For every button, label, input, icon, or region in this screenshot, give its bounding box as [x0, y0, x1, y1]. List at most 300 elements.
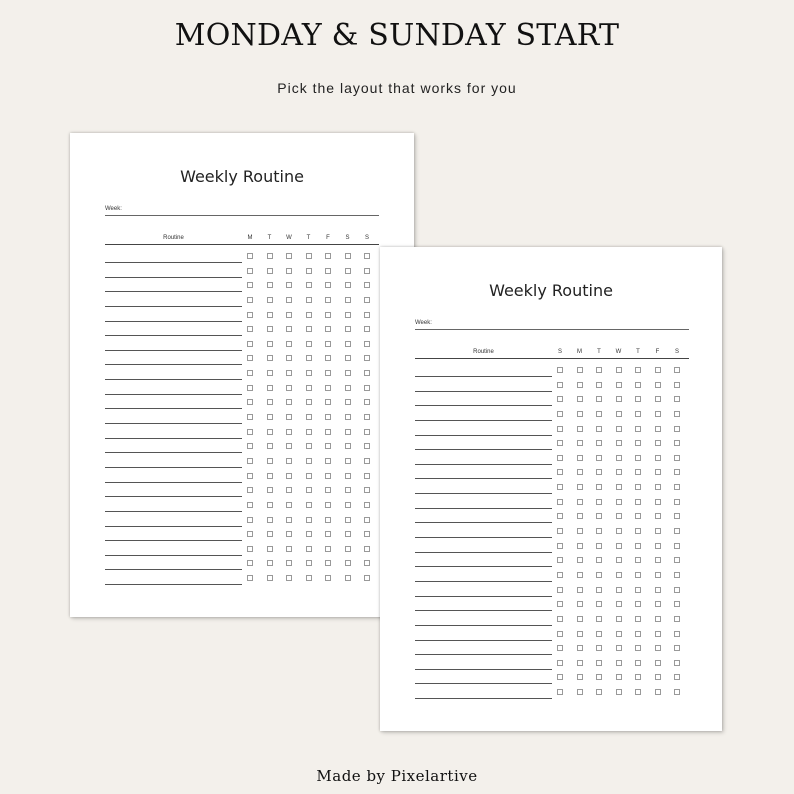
day-checkbox — [616, 440, 622, 446]
day-checkbox — [247, 370, 253, 376]
day-checkbox — [674, 469, 680, 475]
day-checkbox — [674, 616, 680, 622]
day-checkbox — [616, 543, 622, 549]
day-checkbox — [345, 399, 351, 405]
week-label: Week: — [415, 320, 432, 326]
routine-row — [105, 382, 379, 397]
routine-row — [105, 294, 379, 309]
day-checkbox — [557, 528, 563, 534]
day-checkbox — [325, 575, 331, 581]
day-checkbox — [345, 473, 351, 479]
day-checkbox — [557, 601, 563, 607]
routine-row — [105, 352, 379, 367]
day-checkbox — [345, 355, 351, 361]
routine-write-line — [105, 438, 242, 439]
day-checkbox — [364, 443, 370, 449]
day-checkbox — [655, 557, 661, 563]
day-checkbox — [674, 587, 680, 593]
day-checkbox — [577, 528, 583, 534]
day-checkbox — [247, 253, 253, 259]
routine-write-line — [105, 277, 242, 278]
day-checkbox — [596, 631, 602, 637]
day-checkbox — [267, 326, 273, 332]
day-checkbox — [596, 411, 602, 417]
routine-row — [415, 437, 689, 452]
day-checkbox — [267, 473, 273, 479]
day-checkbox — [306, 443, 312, 449]
day-checkbox — [364, 355, 370, 361]
routine-write-line — [105, 540, 242, 541]
routine-row — [105, 426, 379, 441]
day-checkbox — [616, 616, 622, 622]
day-checkbox — [306, 502, 312, 508]
day-checkbox — [325, 531, 331, 537]
day-checkbox — [557, 426, 563, 432]
day-checkbox — [247, 487, 253, 493]
day-checkbox — [286, 429, 292, 435]
routine-write-line — [105, 526, 242, 527]
day-checkbox — [345, 312, 351, 318]
day-checkbox — [306, 487, 312, 493]
day-checkbox — [306, 253, 312, 259]
routine-row — [105, 543, 379, 558]
day-checkbox — [596, 601, 602, 607]
day-checkbox — [596, 528, 602, 534]
day-checkbox — [286, 487, 292, 493]
day-header: M — [247, 235, 253, 241]
day-checkbox — [364, 429, 370, 435]
day-checkbox — [325, 312, 331, 318]
day-checkbox — [247, 473, 253, 479]
day-checkbox — [655, 645, 661, 651]
day-checkbox — [674, 557, 680, 563]
routine-row — [415, 393, 689, 408]
day-checkbox — [616, 411, 622, 417]
day-checkbox — [306, 531, 312, 537]
day-checkbox — [286, 560, 292, 566]
day-checkbox — [345, 370, 351, 376]
day-checkbox — [616, 426, 622, 432]
routine-write-line — [415, 478, 552, 479]
day-checkbox — [325, 297, 331, 303]
routine-write-line — [415, 537, 552, 538]
day-checkbox — [616, 484, 622, 490]
routine-write-line — [415, 376, 552, 377]
day-header: F — [655, 349, 660, 355]
day-checkbox — [325, 268, 331, 274]
day-checkbox — [674, 513, 680, 519]
day-checkbox — [286, 502, 292, 508]
day-checkbox — [557, 513, 563, 519]
day-checkbox — [364, 473, 370, 479]
day-checkbox — [557, 455, 563, 461]
page-headline: MONDAY & SUNDAY START — [174, 18, 620, 53]
routine-row — [105, 528, 379, 543]
day-checkbox — [616, 367, 622, 373]
day-checkbox — [267, 502, 273, 508]
day-checkbox — [286, 253, 292, 259]
day-checkbox — [247, 429, 253, 435]
day-checkbox — [616, 587, 622, 593]
day-checkbox — [364, 326, 370, 332]
routine-row — [415, 510, 689, 525]
day-checkbox — [577, 557, 583, 563]
day-checkbox — [635, 513, 641, 519]
day-checkbox — [596, 440, 602, 446]
day-checkbox — [247, 531, 253, 537]
routine-write-line — [415, 654, 552, 655]
day-checkbox — [325, 385, 331, 391]
day-checkbox — [616, 499, 622, 505]
routine-rows — [105, 250, 379, 587]
day-checkbox — [286, 370, 292, 376]
day-checkbox — [306, 473, 312, 479]
routine-write-line — [105, 423, 242, 424]
routine-row — [415, 423, 689, 438]
day-header: F — [326, 235, 330, 241]
day-checkbox — [655, 382, 661, 388]
day-checkbox — [247, 575, 253, 581]
day-checkbox — [596, 396, 602, 402]
day-checkbox — [635, 411, 641, 417]
day-checkbox — [655, 587, 661, 593]
routine-row — [415, 408, 689, 423]
day-checkbox — [577, 440, 583, 446]
day-checkbox — [635, 689, 641, 695]
routine-write-line — [105, 584, 242, 585]
day-checkbox — [635, 440, 641, 446]
day-checkbox — [635, 484, 641, 490]
day-checkbox — [635, 469, 641, 475]
day-checkbox — [557, 499, 563, 505]
day-checkbox — [557, 543, 563, 549]
planner-monday-start — [70, 133, 414, 617]
day-checkbox — [364, 341, 370, 347]
page-subheadline: Pick the layout that works for you — [277, 80, 517, 96]
day-checkbox — [596, 455, 602, 461]
routine-write-line — [105, 569, 242, 570]
routine-row — [105, 323, 379, 338]
routine-write-line — [415, 552, 552, 553]
day-checkbox — [364, 297, 370, 303]
day-checkbox — [267, 458, 273, 464]
day-checkbox — [674, 411, 680, 417]
day-checkbox — [306, 458, 312, 464]
routine-write-line — [105, 394, 242, 395]
day-checkbox — [577, 543, 583, 549]
day-checkbox — [345, 502, 351, 508]
day-checkbox — [674, 396, 680, 402]
day-checkbox — [306, 575, 312, 581]
routine-row — [415, 671, 689, 686]
day-checkbox — [577, 616, 583, 622]
day-checkbox — [616, 455, 622, 461]
day-checkbox — [247, 546, 253, 552]
day-checkbox — [616, 513, 622, 519]
day-checkbox — [325, 282, 331, 288]
day-checkbox — [267, 370, 273, 376]
day-checkbox — [557, 631, 563, 637]
day-checkbox — [577, 587, 583, 593]
day-checkbox — [306, 297, 312, 303]
routine-write-line — [415, 508, 552, 509]
routine-row — [415, 628, 689, 643]
day-checkbox — [557, 572, 563, 578]
day-checkbox — [267, 312, 273, 318]
routine-row — [105, 572, 379, 587]
day-checkbox — [596, 382, 602, 388]
day-checkbox — [267, 253, 273, 259]
day-checkbox — [655, 660, 661, 666]
day-checkbox — [616, 557, 622, 563]
day-checkbox — [635, 382, 641, 388]
day-checkbox — [616, 528, 622, 534]
day-checkbox — [674, 631, 680, 637]
routine-write-line — [415, 493, 552, 494]
day-checkbox — [325, 253, 331, 259]
day-checkbox — [364, 487, 370, 493]
day-checkbox — [247, 414, 253, 420]
routine-write-line — [415, 420, 552, 421]
day-checkbox — [577, 645, 583, 651]
day-checkbox — [596, 557, 602, 563]
day-header: W — [286, 235, 292, 241]
day-checkbox — [616, 674, 622, 680]
day-checkbox — [345, 268, 351, 274]
day-checkbox — [325, 414, 331, 420]
planner-title: Weekly Routine — [489, 281, 613, 300]
day-checkbox — [345, 385, 351, 391]
routine-write-line — [415, 405, 552, 406]
routine-row — [415, 686, 689, 701]
routine-row — [415, 598, 689, 613]
day-checkbox — [306, 312, 312, 318]
routine-write-line — [105, 291, 242, 292]
day-checkbox — [577, 660, 583, 666]
header-rule — [415, 358, 689, 359]
day-header: M — [577, 349, 582, 355]
routine-column-header: Routine — [163, 235, 184, 241]
day-checkbox — [306, 370, 312, 376]
day-checkbox — [364, 282, 370, 288]
day-checkbox — [286, 531, 292, 537]
routine-row — [105, 396, 379, 411]
day-checkbox — [267, 414, 273, 420]
footer-credit: Made by Pixelartive — [316, 767, 478, 785]
routine-row — [415, 554, 689, 569]
day-checkbox — [655, 499, 661, 505]
day-checkbox — [635, 674, 641, 680]
day-checkbox — [596, 689, 602, 695]
day-checkbox — [557, 660, 563, 666]
day-checkbox — [364, 268, 370, 274]
day-checkbox — [247, 297, 253, 303]
day-checkbox — [306, 282, 312, 288]
day-checkbox — [286, 326, 292, 332]
routine-row — [415, 379, 689, 394]
day-checkbox — [364, 517, 370, 523]
day-checkbox — [286, 517, 292, 523]
routine-write-line — [415, 683, 552, 684]
day-header: S — [557, 349, 562, 355]
day-checkbox — [345, 443, 351, 449]
day-checkbox — [596, 499, 602, 505]
day-checkbox — [655, 616, 661, 622]
day-checkbox — [674, 645, 680, 651]
day-checkbox — [325, 355, 331, 361]
day-checkbox — [306, 341, 312, 347]
day-checkbox — [577, 674, 583, 680]
routine-row — [105, 367, 379, 382]
routine-write-line — [105, 321, 242, 322]
day-checkbox — [306, 268, 312, 274]
routine-write-line — [415, 464, 552, 465]
day-checkbox — [596, 572, 602, 578]
routine-row — [105, 250, 379, 265]
day-checkbox — [635, 631, 641, 637]
day-checkbox — [364, 414, 370, 420]
routine-row — [105, 499, 379, 514]
day-checkbox — [306, 399, 312, 405]
day-checkbox — [267, 517, 273, 523]
routine-write-line — [105, 482, 242, 483]
day-checkbox — [267, 268, 273, 274]
day-checkbox — [674, 484, 680, 490]
week-label: Week: — [105, 206, 122, 212]
routine-row — [105, 265, 379, 280]
day-header: T — [306, 235, 311, 241]
day-checkbox — [635, 455, 641, 461]
day-checkbox — [286, 473, 292, 479]
day-checkbox — [364, 560, 370, 566]
routine-write-line — [415, 625, 552, 626]
routine-row — [105, 470, 379, 485]
day-checkbox — [306, 385, 312, 391]
day-checkbox — [364, 370, 370, 376]
day-checkbox — [655, 513, 661, 519]
day-checkbox — [345, 253, 351, 259]
day-checkbox — [267, 487, 273, 493]
day-checkbox — [345, 517, 351, 523]
day-checkbox — [616, 382, 622, 388]
day-checkbox — [596, 367, 602, 373]
day-checkbox — [655, 484, 661, 490]
day-checkbox — [364, 502, 370, 508]
routine-row — [105, 557, 379, 572]
day-checkbox — [577, 484, 583, 490]
day-checkbox — [635, 528, 641, 534]
day-checkbox — [655, 631, 661, 637]
day-checkbox — [325, 399, 331, 405]
day-checkbox — [247, 312, 253, 318]
day-checkbox — [635, 499, 641, 505]
routine-write-line — [105, 335, 242, 336]
day-checkbox — [655, 689, 661, 695]
routine-write-line — [105, 452, 242, 453]
day-checkbox — [267, 429, 273, 435]
day-checkbox — [345, 575, 351, 581]
routine-write-line — [415, 581, 552, 582]
day-checkbox — [557, 645, 563, 651]
day-checkbox — [325, 458, 331, 464]
day-checkbox — [286, 282, 292, 288]
day-checkbox — [364, 312, 370, 318]
day-checkbox — [674, 572, 680, 578]
routine-row — [415, 613, 689, 628]
day-checkbox — [557, 411, 563, 417]
day-checkbox — [286, 458, 292, 464]
routine-row — [105, 338, 379, 353]
day-checkbox — [635, 601, 641, 607]
day-checkbox — [596, 469, 602, 475]
day-checkbox — [364, 458, 370, 464]
day-checkbox — [616, 631, 622, 637]
day-checkbox — [267, 297, 273, 303]
day-checkbox — [635, 557, 641, 563]
day-checkbox — [674, 499, 680, 505]
day-checkbox — [267, 546, 273, 552]
routine-row — [415, 466, 689, 481]
day-checkbox — [325, 487, 331, 493]
day-checkbox — [635, 587, 641, 593]
routine-row — [415, 657, 689, 672]
day-checkbox — [616, 601, 622, 607]
day-checkbox — [345, 326, 351, 332]
day-checkbox — [345, 560, 351, 566]
day-checkbox — [325, 429, 331, 435]
week-field-line — [415, 329, 689, 330]
day-checkbox — [325, 560, 331, 566]
day-checkbox — [306, 546, 312, 552]
routine-write-line — [415, 610, 552, 611]
day-checkbox — [596, 426, 602, 432]
day-checkbox — [655, 367, 661, 373]
day-checkbox — [306, 414, 312, 420]
day-checkbox — [247, 326, 253, 332]
routine-write-line — [415, 391, 552, 392]
day-checkbox — [364, 399, 370, 405]
day-checkbox — [655, 426, 661, 432]
day-checkbox — [635, 616, 641, 622]
day-checkbox — [267, 355, 273, 361]
day-checkbox — [596, 660, 602, 666]
routine-write-line — [415, 435, 552, 436]
day-checkbox — [286, 312, 292, 318]
day-header: S — [345, 235, 350, 241]
day-checkbox — [557, 382, 563, 388]
day-checkbox — [577, 382, 583, 388]
routine-row — [105, 279, 379, 294]
routine-row — [415, 364, 689, 379]
day-checkbox — [267, 282, 273, 288]
day-checkbox — [616, 660, 622, 666]
day-checkbox — [596, 674, 602, 680]
routine-row — [415, 540, 689, 555]
day-checkbox — [674, 367, 680, 373]
day-checkbox — [674, 528, 680, 534]
day-checkbox — [286, 414, 292, 420]
routine-row — [105, 440, 379, 455]
day-checkbox — [267, 531, 273, 537]
routine-write-line — [415, 698, 552, 699]
day-checkbox — [345, 458, 351, 464]
day-checkbox — [325, 517, 331, 523]
day-checkbox — [674, 674, 680, 680]
day-checkbox — [306, 560, 312, 566]
day-checkbox — [306, 429, 312, 435]
routine-row — [105, 484, 379, 499]
day-checkbox — [286, 575, 292, 581]
